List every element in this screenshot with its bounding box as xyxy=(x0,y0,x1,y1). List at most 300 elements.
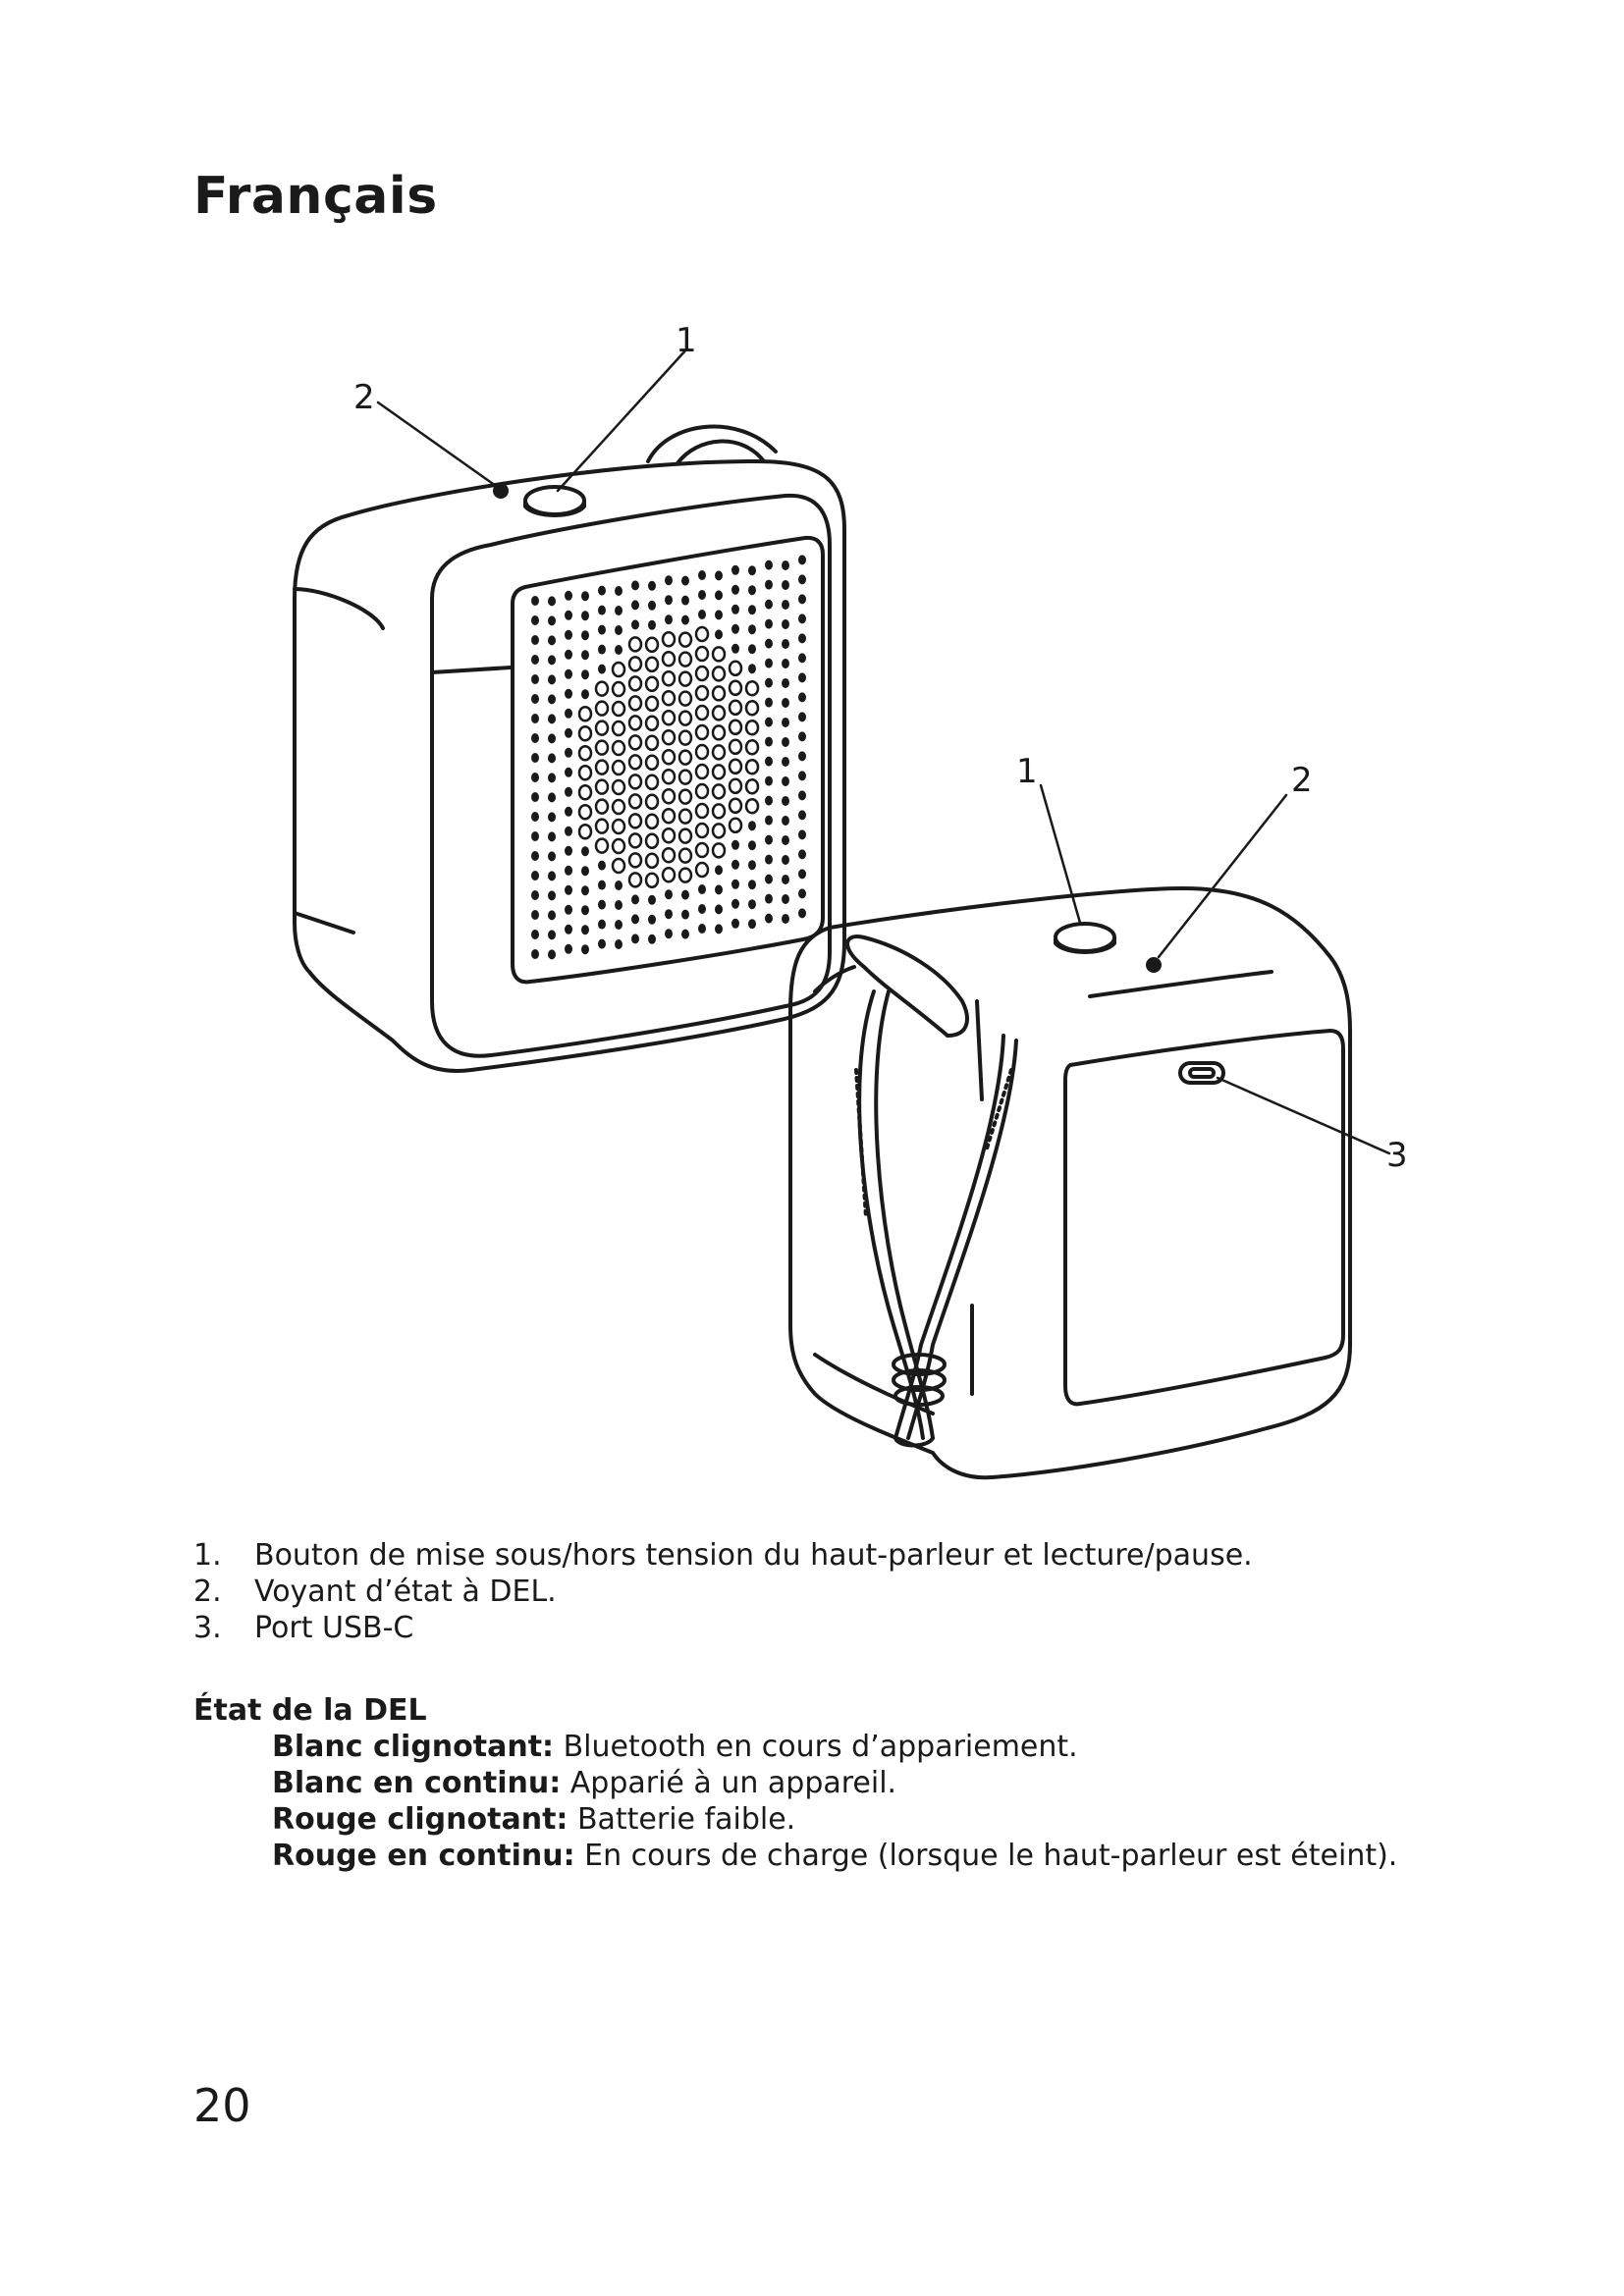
grille-dot xyxy=(782,737,789,747)
grille-dot xyxy=(646,717,658,730)
grille-dot xyxy=(581,944,589,954)
grille-dot xyxy=(731,860,739,870)
grille-dot xyxy=(598,586,606,596)
grille-dot xyxy=(565,768,572,777)
list-item xyxy=(272,1729,1397,1765)
grille-dot xyxy=(648,915,656,925)
grille-dot xyxy=(798,829,806,839)
grille-dot xyxy=(565,591,572,601)
grille-dot xyxy=(648,581,656,591)
grille-dot xyxy=(713,745,725,759)
grille-dot xyxy=(663,671,675,685)
grille-dot xyxy=(665,909,673,919)
grille-dot xyxy=(648,895,656,905)
grille-dot xyxy=(646,854,658,868)
grille-dot xyxy=(782,659,789,668)
grille-dot xyxy=(748,821,756,830)
grille-dot xyxy=(663,868,675,881)
grille-dot xyxy=(765,776,773,786)
grille-dot xyxy=(730,681,741,695)
grille-dot xyxy=(765,757,773,767)
grille-dot xyxy=(782,698,789,708)
grille-dot xyxy=(765,678,773,688)
grille-dot xyxy=(681,930,689,939)
grille-dot xyxy=(798,653,806,663)
grille-dot xyxy=(598,861,606,871)
grille-dot xyxy=(596,702,608,716)
grille-dot xyxy=(730,740,741,754)
grille-dot xyxy=(696,863,708,877)
grille-dot xyxy=(798,712,806,721)
grille-dot xyxy=(646,697,658,711)
grille-dot xyxy=(596,721,608,735)
grille-dot xyxy=(531,714,539,723)
grille-dot xyxy=(782,914,789,924)
grille-dot xyxy=(548,596,556,606)
grille-dot xyxy=(579,785,591,799)
grille-dot xyxy=(798,692,806,702)
grille-dot xyxy=(746,701,758,715)
grille-dot xyxy=(565,905,572,915)
grille-dot xyxy=(798,771,806,780)
grille-dot xyxy=(663,632,675,646)
grille-dot xyxy=(748,585,756,595)
grille-dot xyxy=(565,866,572,876)
grille-dot xyxy=(613,820,624,833)
led-status-text: Bluetooth en cours d’appariement. xyxy=(554,1730,1078,1764)
grille-dot xyxy=(713,725,725,739)
grille-dot xyxy=(565,630,572,640)
grille-dot xyxy=(746,721,758,734)
grille-dot xyxy=(579,707,591,721)
grille-dot xyxy=(613,780,624,794)
grille-dot xyxy=(748,624,756,634)
grille-dot xyxy=(746,779,758,793)
grille-dot xyxy=(631,600,639,610)
grille-dot xyxy=(663,750,675,764)
grille-dot xyxy=(748,840,756,850)
grille-dot xyxy=(748,565,756,575)
list-item-number: 3. xyxy=(193,1611,222,1645)
grille-dot xyxy=(765,580,773,590)
grille-dot xyxy=(596,820,608,833)
grille-dot xyxy=(548,851,556,861)
grille-dot xyxy=(613,800,624,814)
grille-dot xyxy=(598,920,606,930)
grille-dot xyxy=(629,833,641,847)
grille-dot xyxy=(665,614,673,624)
grille-dot xyxy=(798,633,806,643)
grille-dot xyxy=(679,849,691,863)
grille-dot xyxy=(531,949,539,959)
grille-dot xyxy=(731,919,739,929)
led-status-label: Blanc clignotant: xyxy=(272,1730,555,1764)
led-status-label: Blanc en continu: xyxy=(272,1766,562,1800)
grille-dot xyxy=(730,760,741,774)
grille-dot xyxy=(548,655,556,665)
grille-dot xyxy=(765,914,773,924)
grille-dot xyxy=(746,740,758,754)
grille-dot xyxy=(765,796,773,806)
grille-dot xyxy=(782,639,789,649)
grille-dot xyxy=(730,701,741,715)
grille-dot xyxy=(765,600,773,610)
grille-dot xyxy=(581,630,589,640)
grille-dot xyxy=(631,580,639,590)
grille-dot xyxy=(731,585,739,595)
grille-dot xyxy=(798,672,806,682)
grille-dot xyxy=(596,741,608,755)
grille-dot xyxy=(679,731,691,745)
grille-dot xyxy=(548,694,556,704)
grille-dot xyxy=(531,773,539,782)
grille-dot xyxy=(698,904,706,914)
grille-dot xyxy=(715,610,723,619)
grille-dot xyxy=(765,737,773,747)
grille-dot xyxy=(646,874,658,887)
grille-dot xyxy=(629,853,641,867)
grille-dot xyxy=(696,667,708,680)
grille-dot xyxy=(715,570,723,580)
grille-dot xyxy=(765,875,773,884)
grille-dot xyxy=(531,655,539,665)
grille-dot xyxy=(531,674,539,684)
grille-dot xyxy=(679,672,691,686)
grille-dot xyxy=(731,880,739,889)
grille-dot xyxy=(565,944,572,954)
grille-dot xyxy=(629,814,641,828)
grille-dot xyxy=(681,576,689,586)
grille-dot xyxy=(565,650,572,660)
grille-dot xyxy=(581,650,589,660)
grille-dot xyxy=(696,784,708,798)
led-status-text: Batterie faible. xyxy=(568,1802,796,1837)
grille-dot xyxy=(713,765,725,778)
grille-dot xyxy=(548,792,556,802)
grille-dot xyxy=(715,629,723,639)
grille-dot xyxy=(782,796,789,806)
grille-dot xyxy=(615,881,623,890)
grille-dot xyxy=(765,718,773,727)
grille-dot xyxy=(731,565,739,575)
grille-dot xyxy=(629,716,641,729)
list-item-number: 2. xyxy=(193,1575,222,1609)
grille-dot xyxy=(646,815,658,828)
grille-dot xyxy=(730,662,741,675)
grille-dot xyxy=(613,761,624,774)
grille-dot xyxy=(598,645,606,655)
grille-dot xyxy=(715,904,723,914)
grille-dot xyxy=(531,733,539,743)
grille-dot xyxy=(696,706,708,720)
grille-dot xyxy=(579,805,591,819)
grille-dot xyxy=(629,676,641,690)
speaker-grille-dots xyxy=(531,555,806,959)
grille-dot xyxy=(646,658,658,671)
grille-dot xyxy=(681,596,689,606)
grille-dot xyxy=(629,755,641,769)
grille-dot xyxy=(598,881,606,890)
grille-dot xyxy=(748,880,756,889)
grille-dot xyxy=(663,691,675,705)
grille-dot xyxy=(598,900,606,910)
grille-dot xyxy=(565,669,572,679)
grille-dot xyxy=(565,611,572,620)
grille-dot xyxy=(596,839,608,853)
grille-dot xyxy=(598,665,606,674)
grille-dot xyxy=(698,884,706,894)
grille-dot xyxy=(613,682,624,696)
grille-dot xyxy=(765,894,773,904)
grille-dot xyxy=(565,689,572,699)
grille-dot xyxy=(565,925,572,934)
grille-dot xyxy=(531,890,539,900)
list-item-text: Port USB-C xyxy=(254,1611,414,1645)
grille-dot xyxy=(615,939,623,949)
grille-dot xyxy=(679,771,691,784)
grille-dot xyxy=(698,570,706,580)
grille-dot xyxy=(663,711,675,724)
grille-dot xyxy=(613,721,624,735)
grille-dot xyxy=(679,653,691,667)
grille-dot xyxy=(746,760,758,774)
grille-dot xyxy=(548,871,556,881)
grille-dot xyxy=(548,674,556,684)
parts-list xyxy=(193,1537,1253,1646)
list-item xyxy=(272,1838,1397,1874)
grille-dot xyxy=(730,819,741,832)
grille-dot xyxy=(798,908,806,918)
grille-dot xyxy=(548,930,556,939)
grille-dot xyxy=(565,827,572,836)
grille-dot xyxy=(679,810,691,824)
grille-dot xyxy=(696,843,708,857)
grille-dot xyxy=(798,810,806,820)
grille-dot xyxy=(715,924,723,934)
grille-dot xyxy=(548,615,556,625)
grille-dot xyxy=(713,784,725,798)
grille-dot xyxy=(531,812,539,822)
grille-dot xyxy=(596,780,608,794)
grille-dot xyxy=(696,686,708,700)
grille-dot xyxy=(548,949,556,959)
grille-dot xyxy=(581,885,589,895)
grille-dot xyxy=(765,659,773,668)
grille-dot xyxy=(598,606,606,615)
grille-dot xyxy=(798,574,806,584)
grille-dot xyxy=(715,884,723,894)
grille-dot xyxy=(679,829,691,843)
list-item-text: Voyant d’état à DEL. xyxy=(254,1575,557,1609)
grille-dot xyxy=(548,733,556,743)
grille-dot xyxy=(631,619,639,629)
grille-dot xyxy=(663,770,675,783)
grille-dot xyxy=(798,849,806,859)
grille-dot xyxy=(629,774,641,788)
grille-dot xyxy=(663,828,675,842)
grille-dot xyxy=(531,851,539,861)
grille-dot xyxy=(548,773,556,782)
grille-dot xyxy=(782,580,789,590)
grille-dot xyxy=(715,865,723,875)
grille-dot xyxy=(679,751,691,765)
grille-dot xyxy=(531,910,539,920)
grille-dot xyxy=(782,855,789,865)
grille-dot xyxy=(646,834,658,848)
grille-dot xyxy=(730,779,741,793)
grille-dot xyxy=(765,639,773,649)
grille-dot xyxy=(615,625,623,635)
grille-dot xyxy=(782,894,789,904)
grille-dot xyxy=(596,800,608,814)
grille-dot xyxy=(713,804,725,818)
grille-dot xyxy=(782,600,789,610)
grille-dot xyxy=(598,939,606,949)
grille-dot xyxy=(565,885,572,895)
grille-dot xyxy=(648,601,656,611)
grille-dot xyxy=(531,792,539,802)
grille-dot xyxy=(548,714,556,723)
callout-front-2: 2 xyxy=(353,378,375,417)
grille-dot xyxy=(665,929,673,938)
grille-dot xyxy=(615,645,623,655)
grille-dot xyxy=(615,586,623,596)
grille-dot xyxy=(581,905,589,915)
led-status-section xyxy=(193,1692,1397,1874)
led-status-text: Apparié à un appareil. xyxy=(561,1766,897,1800)
grille-dot xyxy=(731,624,739,634)
grille-dot xyxy=(629,657,641,670)
grille-dot xyxy=(731,644,739,654)
grille-dot xyxy=(698,610,706,619)
grille-dot xyxy=(665,575,673,585)
grille-dot xyxy=(798,594,806,604)
grille-dot xyxy=(646,795,658,809)
grille-dot xyxy=(646,736,658,750)
grille-dot xyxy=(679,712,691,725)
grille-dot xyxy=(782,757,789,767)
grille-dot xyxy=(713,667,725,680)
grille-dot xyxy=(548,910,556,920)
grille-dot xyxy=(663,730,675,744)
grille-dot xyxy=(765,835,773,845)
grille-dot xyxy=(631,894,639,904)
grille-dot xyxy=(613,663,624,676)
grille-dot xyxy=(765,698,773,708)
grille-dot xyxy=(629,696,641,710)
grille-dot xyxy=(565,787,572,797)
grille-dot xyxy=(565,728,572,738)
grille-dot xyxy=(531,930,539,939)
grille-dot xyxy=(746,799,758,813)
grille-dot xyxy=(613,839,624,853)
grille-dot xyxy=(629,873,641,886)
grille-dot xyxy=(748,860,756,870)
grille-dot xyxy=(798,614,806,623)
grille-dot xyxy=(581,866,589,876)
list-item xyxy=(193,1574,1253,1610)
grille-dot xyxy=(531,694,539,704)
callout-back-2: 2 xyxy=(1291,761,1313,800)
grille-dot xyxy=(548,890,556,900)
grille-dot xyxy=(596,761,608,774)
list-item xyxy=(272,1801,1397,1838)
led-status-label: Rouge clignotant: xyxy=(272,1802,568,1837)
grille-dot xyxy=(548,635,556,645)
grille-dot xyxy=(531,615,539,625)
grille-dot xyxy=(731,605,739,614)
grille-dot xyxy=(581,925,589,934)
grille-dot xyxy=(565,709,572,719)
grille-dot xyxy=(681,615,689,625)
back-speaker xyxy=(790,888,1350,1477)
grille-dot xyxy=(615,606,623,615)
grille-dot xyxy=(648,934,656,944)
grille-dot xyxy=(665,889,673,899)
grille-dot xyxy=(646,677,658,691)
grille-dot xyxy=(713,706,725,720)
grille-dot xyxy=(681,910,689,920)
grille-dot xyxy=(746,681,758,695)
callout-front-1: 1 xyxy=(676,321,697,360)
grille-dot xyxy=(748,664,756,673)
led-status-text: En cours de charge (lorsque le haut-parleur est éteint). xyxy=(574,1839,1398,1873)
grille-dot xyxy=(696,824,708,837)
grille-dot xyxy=(696,647,708,661)
grille-dot xyxy=(748,605,756,614)
grille-dot xyxy=(646,775,658,789)
grille-dot xyxy=(548,831,556,841)
grille-dot xyxy=(679,790,691,804)
led-status-list xyxy=(193,1729,1397,1874)
grille-dot xyxy=(698,924,706,934)
grille-dot xyxy=(798,731,806,741)
grille-dot xyxy=(765,561,773,570)
grille-dot xyxy=(646,638,658,652)
grille-dot xyxy=(613,859,624,873)
grille-dot xyxy=(696,725,708,739)
grille-dot xyxy=(715,590,723,600)
grille-dot xyxy=(798,869,806,879)
grille-dot xyxy=(730,799,741,813)
grille-dot xyxy=(565,846,572,856)
list-item-number: 1. xyxy=(193,1538,222,1573)
grille-dot xyxy=(713,647,725,661)
grille-dot xyxy=(579,746,591,760)
grille-dot xyxy=(782,835,789,845)
grille-dot xyxy=(615,900,623,910)
grille-dot xyxy=(696,627,708,641)
grille-dot xyxy=(730,721,741,734)
grille-dot xyxy=(631,914,639,924)
list-item xyxy=(193,1610,1253,1646)
grille-dot xyxy=(713,843,725,857)
grille-dot xyxy=(782,678,789,688)
grille-dot xyxy=(798,751,806,761)
grille-dot xyxy=(663,789,675,803)
grille-dot xyxy=(748,919,756,929)
grille-dot xyxy=(681,890,689,900)
grille-dot xyxy=(696,804,708,818)
grille-dot xyxy=(548,753,556,763)
grille-dot xyxy=(679,633,691,647)
grille-dot xyxy=(663,848,675,862)
grille-dot xyxy=(679,869,691,882)
grille-dot xyxy=(798,888,806,898)
callout-back-1: 1 xyxy=(1016,752,1038,791)
list-item-text: Bouton de mise sous/hors tension du haut-parleur et lecture/pause. xyxy=(254,1538,1253,1573)
grille-dot xyxy=(531,831,539,841)
